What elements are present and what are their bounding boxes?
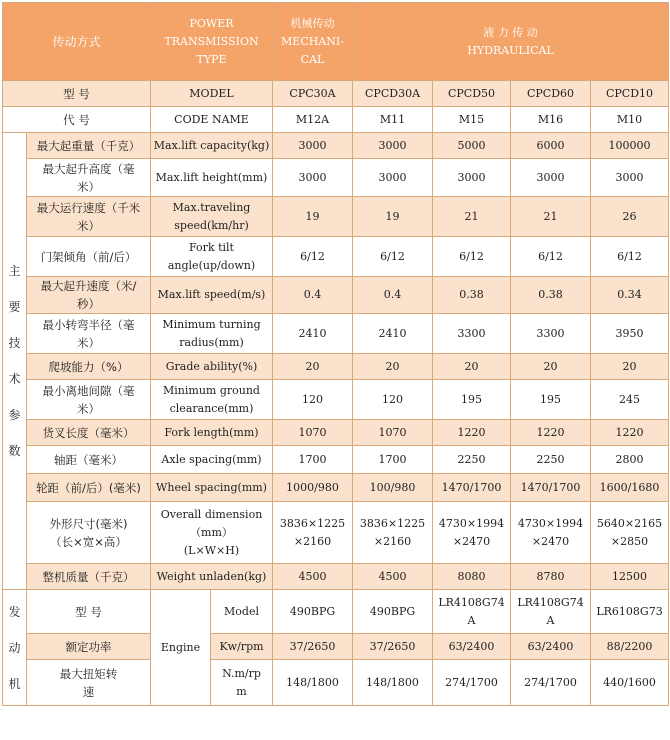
- engine-value: [433, 590, 511, 634]
- spec-value-line: 3000: [378, 138, 407, 152]
- engine-unit: [211, 590, 273, 634]
- spec-value: [433, 354, 511, 380]
- spec-value: [353, 354, 433, 380]
- spec-value-line: 20: [622, 359, 637, 373]
- engine-value-line: 148/1800: [286, 675, 339, 689]
- spec-value: [273, 380, 353, 420]
- spec-value-line: 0.38: [459, 288, 484, 301]
- spec-label-zh-line: 米）: [77, 179, 100, 194]
- engine-value-line: LR4108G74: [438, 595, 505, 609]
- spec-label-zh: [27, 133, 151, 159]
- spec-value-line: 5000: [457, 138, 486, 152]
- engine-value-line: 148/1800: [366, 675, 419, 689]
- engine-value: [511, 590, 591, 634]
- spec-label-zh-line: 米）: [77, 335, 100, 350]
- spec-value: [511, 354, 591, 380]
- mechanical-header-line: MECHANI-: [281, 34, 344, 48]
- mechanical-header-line: 机械传动: [290, 16, 335, 30]
- spec-value-line: 3000: [457, 170, 486, 184]
- spec-label-en: [151, 133, 273, 159]
- engine-unit: [211, 634, 273, 660]
- spec-label-en: [151, 354, 273, 380]
- model-value: CPCD50: [433, 81, 511, 107]
- engine-value-line: 88/2200: [606, 639, 653, 653]
- engine-value-line: 63/2400: [527, 639, 574, 653]
- spec-value: [353, 277, 433, 314]
- spec-value-line: 21: [543, 209, 558, 223]
- drive-type-label: 传动方式: [3, 3, 151, 81]
- spec-value-line: 2410: [298, 326, 327, 340]
- drive-type-label-en-line: POWER: [189, 16, 234, 30]
- hydraulic-header-line: HYDRAULICAL: [467, 43, 554, 57]
- spec-value: [591, 197, 669, 237]
- spec-value-line: 120: [302, 392, 324, 406]
- spec-label-en-line: Minimum turning: [162, 317, 261, 331]
- engine-value: [273, 590, 353, 634]
- spec-value: [353, 420, 433, 446]
- spec-label-en-line: angle(up/down): [167, 258, 256, 272]
- engine-value: [353, 660, 433, 706]
- spec-value: [511, 314, 591, 354]
- spec-value-line: 1070: [298, 425, 327, 439]
- spec-value-line: 6/12: [380, 249, 405, 263]
- spec-label-zh-line: 最大起重量（千克）: [36, 138, 141, 153]
- spec-label-zh-line: 米）: [77, 218, 100, 233]
- spec-value-line: 0.38: [538, 288, 563, 301]
- dimension-label-en: [151, 502, 273, 564]
- spec-value: [273, 159, 353, 197]
- weight-label-zh: 整机质量（千克）: [27, 564, 151, 590]
- spec-value: [273, 197, 353, 237]
- spec-value-line: 3000: [298, 170, 327, 184]
- code-value: M15: [433, 107, 511, 133]
- weight-value: 12500: [591, 564, 669, 590]
- spec-label-en-line: Max.lift capacity(kg): [153, 138, 270, 152]
- spec-value: [591, 314, 669, 354]
- spec-value: [353, 237, 433, 277]
- model-value: CPCD30A: [353, 81, 433, 107]
- engine-value-line: 274/1700: [445, 675, 498, 689]
- spec-label-en-line: radius(mm): [179, 335, 244, 349]
- spec-value-line: 21: [464, 209, 479, 223]
- spec-value-line: 6/12: [300, 249, 325, 263]
- spec-label-en-line: Fork length(mm): [164, 425, 259, 439]
- spec-value: [511, 420, 591, 446]
- spec-value: [591, 380, 669, 420]
- engine-value: [273, 634, 353, 660]
- spec-value: [433, 420, 511, 446]
- spec-value-line: 20: [385, 359, 400, 373]
- spec-value: [273, 354, 353, 380]
- spec-value: [433, 237, 511, 277]
- engine-value-line: LR4108G74: [517, 595, 584, 609]
- engine-unit-line: m: [236, 684, 247, 698]
- spec-value-line: 19: [305, 209, 320, 223]
- spec-value-line: 6/12: [617, 249, 642, 263]
- dimension-value-line: 4730×1994: [517, 516, 584, 530]
- spec-label-en: [151, 277, 273, 314]
- engine-value-line: 490BPG: [369, 604, 416, 618]
- spec-value: [433, 380, 511, 420]
- dimension-value-line: 3836×1225: [359, 516, 426, 530]
- spec-label-en: [151, 380, 273, 420]
- wheel-value: 1470/1700: [433, 474, 511, 502]
- engine-value-line: 440/1600: [603, 675, 656, 689]
- spec-label-zh: [27, 277, 151, 314]
- wheel-value: 1600/1680: [591, 474, 669, 502]
- code-label-zh: 代 号: [3, 107, 151, 133]
- model-value: CPCD60: [511, 81, 591, 107]
- model-value: CPCD10: [591, 81, 669, 107]
- wheel-value: 100/980: [353, 474, 433, 502]
- wheel-value: 1470/1700: [511, 474, 591, 502]
- spec-table: [2, 2, 669, 706]
- dimension-value: [511, 502, 591, 564]
- spec-value: [591, 277, 669, 314]
- spec-label-zh: [27, 314, 151, 354]
- wheel-label-zh: 轮距（前/后）(毫米): [27, 474, 151, 502]
- spec-value-line: 2800: [615, 452, 644, 466]
- main-specs-side-label-line: 技: [8, 336, 21, 350]
- engine-unit-line: N.m/rp: [222, 666, 261, 680]
- spec-value-line: 20: [543, 359, 558, 373]
- dimension-label-zh-line: 外形尺寸(毫米): [49, 516, 128, 531]
- spec-value-line: 120: [382, 392, 404, 406]
- dimension-value: [591, 502, 669, 564]
- spec-value-line: 3300: [536, 326, 565, 340]
- spec-value-line: 0.4: [303, 288, 322, 301]
- engine-value-line: 490BPG: [289, 604, 336, 618]
- dimension-value-line: ×2850: [610, 534, 649, 548]
- spec-value: [511, 277, 591, 314]
- spec-value-line: 1070: [378, 425, 407, 439]
- spec-label-zh-line: 轴距（毫米）: [54, 452, 123, 467]
- spec-value-line: 245: [619, 392, 641, 406]
- dimension-label-zh: [27, 502, 151, 564]
- mechanical-header: [273, 3, 353, 81]
- spec-label-en-line: Max.lift speed(m/s): [157, 288, 266, 301]
- weight-value: 4500: [273, 564, 353, 590]
- spec-value: [591, 446, 669, 474]
- spec-value: [273, 133, 353, 159]
- model-label-en: MODEL: [151, 81, 273, 107]
- dimension-value-line: 5640×2165: [596, 516, 663, 530]
- wheel-value: 1000/980: [273, 474, 353, 502]
- spec-value-line: 3000: [298, 138, 327, 152]
- code-label-en: CODE NAME: [151, 107, 273, 133]
- spec-label-zh-line: 最小离地间隙（毫: [42, 383, 135, 398]
- engine-unit: [211, 660, 273, 706]
- spec-value-line: 6/12: [459, 249, 484, 263]
- engine-value: [353, 590, 433, 634]
- engine-label-en: Engine: [151, 590, 211, 706]
- spec-value-line: 6/12: [538, 249, 563, 263]
- spec-value: [353, 380, 433, 420]
- engine-label-zh: [27, 660, 151, 706]
- engine-unit-line: Model: [224, 604, 259, 618]
- spec-label-zh: [27, 197, 151, 237]
- main-specs-side-label-line: 参: [8, 408, 21, 422]
- spec-value-line: 100000: [608, 138, 651, 152]
- engine-value: [273, 660, 353, 706]
- spec-label-zh: [27, 159, 151, 197]
- spec-label-en-line: Fork tilt: [189, 240, 234, 254]
- main-specs-side-label-line: 术: [8, 372, 21, 386]
- spec-label-zh-line: 爬坡能力（%）: [48, 359, 129, 374]
- spec-value-line: 3300: [457, 326, 486, 340]
- spec-value-line: 0.34: [617, 288, 642, 301]
- wheel-label-en: Wheel spacing(mm): [151, 474, 273, 502]
- hydraulic-header-line: 液 力 传 动: [483, 25, 538, 39]
- spec-value-line: 20: [464, 359, 479, 373]
- spec-value: [511, 380, 591, 420]
- engine-value-line: 37/2650: [369, 639, 416, 653]
- spec-value: [273, 277, 353, 314]
- code-value: M11: [353, 107, 433, 133]
- spec-label-en-line: Axle spacing(mm): [161, 452, 262, 466]
- code-value: M12A: [273, 107, 353, 133]
- engine-value-line: 274/1700: [524, 675, 577, 689]
- spec-label-en: [151, 420, 273, 446]
- spec-value: [273, 237, 353, 277]
- spec-value-line: 0.4: [383, 288, 402, 301]
- spec-value: [353, 133, 433, 159]
- spec-value-line: 3000: [378, 170, 407, 184]
- dimension-value-line: ×2470: [531, 534, 570, 548]
- engine-value-line: 37/2650: [289, 639, 336, 653]
- weight-label-en: Weight unladen(kg): [151, 564, 273, 590]
- spec-label-en: [151, 197, 273, 237]
- spec-value-line: 1700: [378, 452, 407, 466]
- model-label-zh: 型 号: [3, 81, 151, 107]
- spec-value: [511, 159, 591, 197]
- spec-label-en: [151, 237, 273, 277]
- spec-label-zh-line: 最大起升高度（毫: [42, 161, 135, 176]
- spec-label-en-line: Grade ability(%): [165, 359, 258, 373]
- engine-label-zh-line: 额定功率: [65, 639, 112, 654]
- spec-label-zh-line: 门架倾角（前/后）: [40, 249, 137, 264]
- mechanical-header-line: CAL: [300, 52, 325, 66]
- spec-value-line: 2250: [457, 452, 486, 466]
- spec-value: [273, 446, 353, 474]
- spec-value: [353, 197, 433, 237]
- spec-value-line: 195: [540, 392, 562, 406]
- engine-value: [511, 634, 591, 660]
- spec-value-line: 6000: [536, 138, 565, 152]
- code-value: M10: [591, 107, 669, 133]
- engine-side-label-line: 动: [8, 640, 21, 655]
- spec-value: [433, 446, 511, 474]
- spec-label-zh-line: 最大起升速度（米/: [40, 279, 137, 293]
- spec-label-zh: [27, 354, 151, 380]
- spec-value-line: 195: [461, 392, 483, 406]
- spec-value: [433, 277, 511, 314]
- dimension-value-line: 4730×1994: [438, 516, 505, 530]
- engine-label-zh-line: 速: [82, 684, 95, 699]
- dimension-value: [433, 502, 511, 564]
- spec-value: [353, 446, 433, 474]
- spec-value-line: 19: [385, 209, 400, 223]
- engine-side-label: [3, 590, 27, 706]
- main-specs-side-label-line: 主: [8, 264, 21, 278]
- dimension-label-en-line: （mm）: [190, 525, 233, 539]
- spec-value: [591, 133, 669, 159]
- spec-value: [511, 197, 591, 237]
- spec-value-line: 1220: [457, 425, 486, 439]
- spec-value-line: 3950: [615, 326, 644, 340]
- spec-value: [353, 159, 433, 197]
- dimension-value: [273, 502, 353, 564]
- dimension-value-line: ×2470: [452, 534, 491, 548]
- spec-label-en-line: speed(km/hr): [174, 218, 249, 232]
- spec-value-line: 26: [622, 209, 637, 223]
- spec-value-line: 1220: [536, 425, 565, 439]
- engine-value: [433, 660, 511, 706]
- main-specs-side-label-line: 数: [8, 444, 21, 458]
- dimension-value-line: 3836×1225: [279, 516, 346, 530]
- engine-label-zh-line: 型 号: [75, 604, 102, 619]
- spec-label-en-line: Max.traveling: [172, 200, 251, 214]
- engine-value-line: A: [467, 613, 476, 627]
- spec-label-zh-line: 最大运行速度（千米: [36, 200, 141, 215]
- spec-label-zh: [27, 380, 151, 420]
- drive-type-label-en: [151, 3, 273, 81]
- engine-value: [591, 590, 669, 634]
- main-specs-side-label: [3, 133, 27, 590]
- dimension-value-line: ×2160: [293, 534, 332, 548]
- spec-value: [353, 314, 433, 354]
- spec-label-zh: [27, 420, 151, 446]
- spec-value: [433, 197, 511, 237]
- engine-value: [433, 634, 511, 660]
- engine-label-zh: [27, 590, 151, 634]
- drive-type-label-en-line: TRANSMISSION: [164, 34, 259, 48]
- spec-value: [591, 159, 669, 197]
- spec-value: [591, 354, 669, 380]
- spec-label-en: [151, 446, 273, 474]
- engine-value: [591, 660, 669, 706]
- weight-value: 8080: [433, 564, 511, 590]
- dimension-label-en-line: Overall dimension: [160, 507, 263, 521]
- main-specs-side-label-line: 要: [8, 300, 21, 314]
- engine-value-line: 63/2400: [448, 639, 495, 653]
- dimension-value: [353, 502, 433, 564]
- spec-value: [433, 133, 511, 159]
- spec-value: [511, 446, 591, 474]
- spec-label-zh: [27, 446, 151, 474]
- spec-label-zh-line: 秒）: [77, 297, 100, 311]
- engine-value-line: LR6108G73: [596, 604, 663, 618]
- code-value: M16: [511, 107, 591, 133]
- engine-value: [353, 634, 433, 660]
- spec-value-line: 1220: [615, 425, 644, 439]
- spec-label-zh-line: 米）: [77, 401, 100, 416]
- spec-label-zh-line: 货叉长度（毫米）: [42, 425, 135, 440]
- drive-type-label-en-line: TYPE: [196, 52, 227, 66]
- spec-label-en: [151, 159, 273, 197]
- spec-value-line: 3000: [615, 170, 644, 184]
- spec-value: [273, 420, 353, 446]
- spec-value: [433, 159, 511, 197]
- engine-side-label-line: 发: [8, 604, 21, 619]
- spec-value: [591, 420, 669, 446]
- engine-value: [591, 634, 669, 660]
- engine-value: [511, 660, 591, 706]
- spec-value: [511, 133, 591, 159]
- spec-value: [511, 237, 591, 277]
- dimension-label-en-line: (L×W×H): [183, 543, 240, 557]
- dimension-label-zh-line: （长×宽×高）: [50, 534, 127, 549]
- engine-unit-line: Kw/rpm: [219, 639, 264, 653]
- spec-value-line: 2410: [378, 326, 407, 340]
- weight-value: 4500: [353, 564, 433, 590]
- spec-label-zh: [27, 237, 151, 277]
- dimension-value-line: ×2160: [373, 534, 412, 548]
- spec-label-en-line: Minimum ground: [163, 383, 260, 397]
- spec-label-en: [151, 314, 273, 354]
- weight-value: 8780: [511, 564, 591, 590]
- spec-value: [591, 237, 669, 277]
- spec-value-line: 2250: [536, 452, 565, 466]
- model-value: CPC30A: [273, 81, 353, 107]
- engine-side-label-line: 机: [8, 676, 21, 691]
- spec-value-line: 20: [305, 359, 320, 373]
- spec-value: [433, 314, 511, 354]
- engine-value-line: A: [546, 613, 555, 627]
- spec-label-zh-line: 最小转弯半径（毫: [42, 317, 135, 332]
- engine-label-zh: [27, 634, 151, 660]
- spec-value-line: 1700: [298, 452, 327, 466]
- spec-value: [273, 314, 353, 354]
- spec-value-line: 3000: [536, 170, 565, 184]
- hydraulic-header: [353, 3, 669, 81]
- engine-label-zh-line: 最大扭矩转: [59, 666, 118, 681]
- spec-label-en-line: Max.lift height(mm): [155, 170, 268, 184]
- spec-label-en-line: clearance(mm): [169, 401, 254, 415]
